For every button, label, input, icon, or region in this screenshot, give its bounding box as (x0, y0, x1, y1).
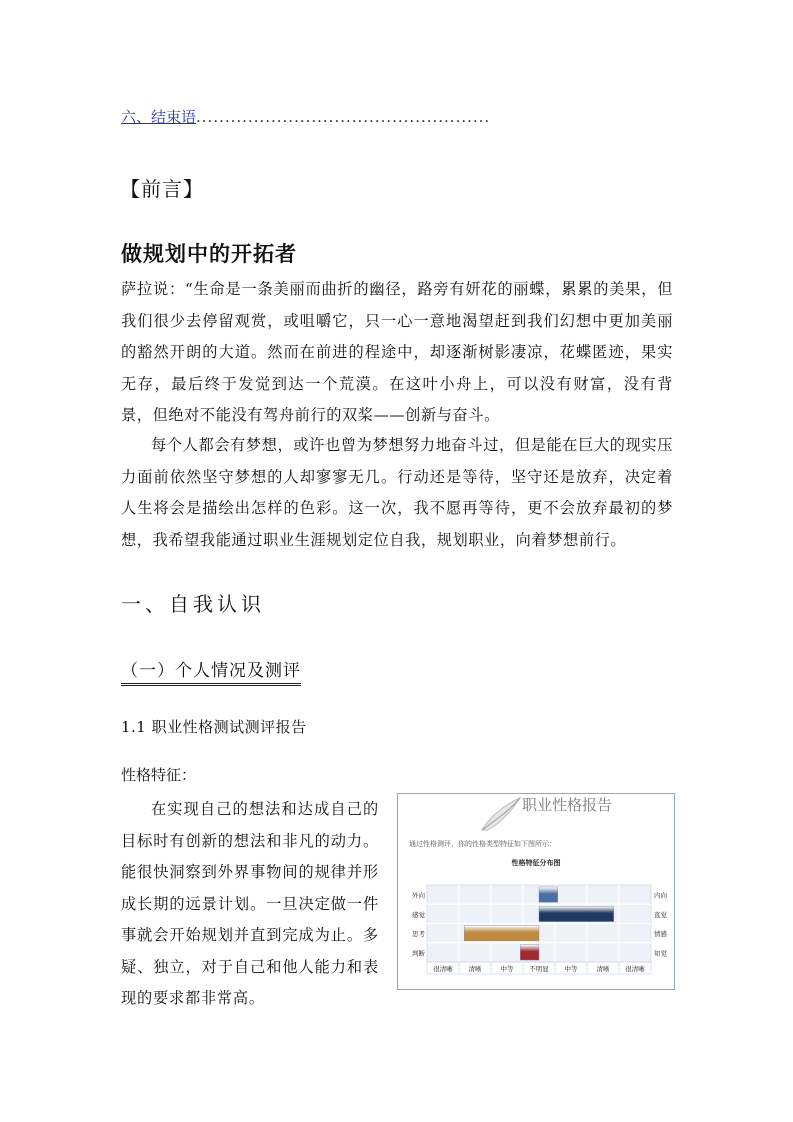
chart-label-left: 感觉 (412, 910, 425, 919)
preface-heading: 【前言】 (120, 177, 204, 201)
chart-bar (539, 906, 614, 921)
chart-bar (520, 945, 539, 960)
traits-label: 性格特征： (121, 766, 197, 784)
chart-label-right: 直觉 (654, 910, 667, 919)
chart-label-right: 知觉 (654, 949, 667, 958)
chart-tick-label: 不明显 (529, 965, 549, 973)
section-heading-self-knowledge: 一、自我认识 (121, 592, 265, 616)
chart-tick-label: 清晰 (468, 965, 482, 973)
feather-pen-icon (482, 798, 520, 830)
trait-chart (412, 885, 668, 974)
toc-entry-conclusion[interactable] (121, 106, 666, 127)
chart-tick-label: 清晰 (596, 965, 610, 973)
chart-tick-label: 中等 (500, 965, 514, 973)
report-title: 职业性格报告 (522, 796, 613, 814)
item-heading-1-1: 1.1 职业性格测试测评报告 (121, 718, 307, 736)
chart-label-left: 思考 (412, 930, 425, 939)
chart-tick-label: 很清晰 (625, 965, 645, 973)
subsection-heading-personal: （一）个人情况及测评 (121, 656, 301, 686)
traits-text: 在实现自己的想法和达成自己的目标时有创新的想法和非凡的动力。能很快洞察到外界事物间的规律并形成长期的远景计划。一旦决定做一件事就会开始规划并直到完成为止。多疑、独立，对于自己和他人能力和表现的要求都非常高。 (121, 800, 379, 1007)
chart-tick-label: 很清晰 (433, 965, 453, 973)
personality-report-figure (397, 793, 675, 990)
report-subtitle: 通过性格测评，你的性格类型特征如下图所示： (409, 840, 556, 848)
chart-label-left: 判断 (412, 949, 425, 958)
report-graphic (398, 794, 674, 989)
toc-link[interactable]: 六、结束语 (121, 108, 197, 126)
document-title: 做规划中的开拓者 (121, 242, 297, 266)
chart-bar (539, 887, 558, 902)
traits-description (121, 794, 379, 1015)
chart-title: 性格特征分布图 (511, 859, 561, 867)
chart-tick-label: 中等 (564, 965, 578, 973)
chart-label-left: 外向 (412, 891, 425, 900)
chart-label-right: 情感 (654, 930, 667, 939)
paragraph-dream: 每个人都会有梦想，或许也曾为梦想努力地奋斗过，但是能在巨大的现实压力面前依然坚守梦想的人却寥寥无几。行动还是等待，坚守还是放弃，决定着人生将会是描绘出怎样的色彩。这一次，我不愿再等待，更不会放弃最初的梦想，我希望我能通过职业生涯规划定位自我，规划职业，向着梦想前行。 (121, 436, 673, 549)
paragraph-quote: 萨拉说：“生命是一条美丽而曲折的幽径，路旁有妍花的丽蝶，累累的美果，但我们很少去停留观赏，或咀嚼它，只一心一意地渴望赶到我们幻想中更加美丽的豁然开朗的大道。然而在前进的程途中，却逐渐树影凄凉，花蝶匿迹，果实无存，最后终于发觉到达一个荒漠。在这叶小舟上，可以没有财富，没有背景，但绝对不能没有驾舟前行的双桨——创新与奋斗。 (121, 280, 673, 424)
chart-label-right: 内向 (654, 891, 667, 900)
chart-bar (464, 925, 539, 940)
toc-leader-dots: ................................................... (196, 108, 491, 126)
